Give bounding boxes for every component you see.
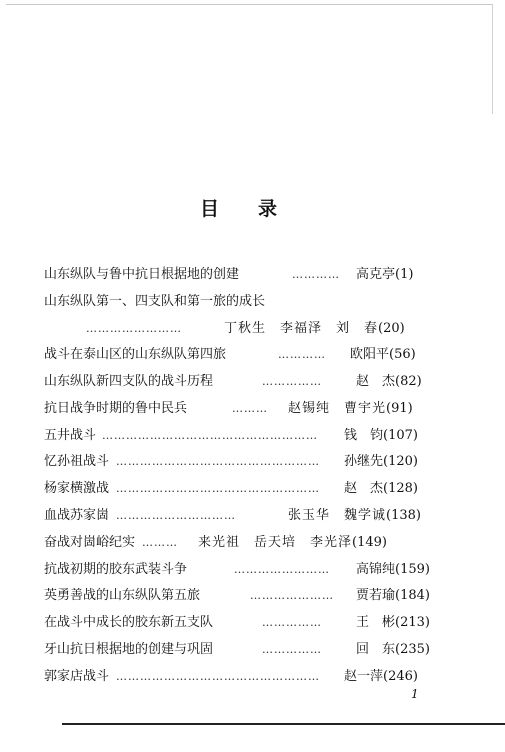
entry-author: 赵一萍(246) <box>344 669 418 684</box>
toc-entry[interactable] <box>44 264 452 286</box>
entry-title: 在战斗中成长的胶东新五支队 <box>44 615 214 630</box>
entry-author: 高锦纯(159) <box>356 562 430 577</box>
leader-dots: …………… <box>262 616 322 629</box>
entry-page: (128) <box>383 481 418 496</box>
leader-dots: ……… <box>142 536 178 549</box>
toc-entry[interactable] <box>44 425 452 447</box>
entry-author: 高克亭(1) <box>356 267 414 282</box>
entry-page: (91) <box>386 401 413 416</box>
entry-author: 孙继先(120) <box>344 454 418 469</box>
entry-page: (213) <box>395 615 430 630</box>
entry-title: 忆孙祖战斗 <box>44 454 110 469</box>
leader-dots: …………………… <box>234 563 330 576</box>
bottom-rule <box>62 723 505 725</box>
toc-entry[interactable] <box>44 291 452 313</box>
toc-entry-continuation[interactable] <box>44 318 452 340</box>
toc-entry[interactable] <box>44 505 452 527</box>
entry-page: (149) <box>352 535 387 550</box>
entry-title: 抗战初期的胶东武装斗争 <box>44 562 188 577</box>
toc-entry[interactable] <box>44 532 452 554</box>
entry-title: 血战苏家崮 <box>44 508 110 523</box>
toc-entry[interactable] <box>44 478 452 500</box>
entry-author: 赵 杰(128) <box>344 481 418 496</box>
entry-title: 山东纵队新四支队的战斗历程 <box>44 374 214 389</box>
entry-author: 赵 杰(82) <box>356 374 422 389</box>
entry-title: 山东纵队与鲁中抗日根据地的创建 <box>44 267 240 282</box>
toc-entry[interactable] <box>44 344 452 366</box>
toc-entry[interactable] <box>44 639 452 661</box>
entry-title: 牙山抗日根据地的创建与巩固 <box>44 642 214 657</box>
leader-dots: …………………………………………… <box>116 482 320 495</box>
toc-entry[interactable] <box>44 371 452 393</box>
entry-author: 贾若瑜(184) <box>356 588 430 603</box>
entry-title: 英勇善战的山东纵队第五旅 <box>44 588 201 603</box>
leader-dots: ……… <box>232 402 268 415</box>
entry-page: (20) <box>378 321 405 336</box>
leader-dots: ……………………………………………… <box>102 429 318 442</box>
entry-page: (120) <box>383 454 418 469</box>
toc-entry[interactable] <box>44 585 452 607</box>
entry-author: 来光祖 岳天培 李光泽(149) <box>198 535 387 550</box>
entry-title: 郭家店战斗 <box>44 669 110 684</box>
leader-dots: …………… <box>262 643 322 656</box>
leader-dots: ………………… <box>250 589 334 602</box>
leader-dots: …………………………………………… <box>116 455 320 468</box>
entry-author: 钱 钧(107) <box>344 428 418 443</box>
entry-page: (159) <box>395 562 430 577</box>
entry-title: 五井战斗 <box>44 428 97 443</box>
toc-entry[interactable] <box>44 398 452 420</box>
page-number: 1 <box>411 687 419 701</box>
entry-title: 战斗在泰山区的山东纵队第四旅 <box>44 347 227 362</box>
toc-heading-char-1: 目 <box>200 198 220 220</box>
leader-dots: ………… <box>278 348 326 361</box>
toc-heading-char-2: 录 <box>258 198 278 220</box>
toc-entry[interactable] <box>44 612 452 634</box>
entry-title: 奋战对崮峪纪实 <box>44 535 136 550</box>
entry-author: 欧阳平(56) <box>350 347 416 362</box>
entry-author: 赵锡纯 曹宇光(91) <box>288 401 413 416</box>
entry-page: (184) <box>395 588 430 603</box>
entry-author: 丁秋生 李福泽 刘 春(20) <box>224 321 405 336</box>
entry-page: (56) <box>389 347 416 362</box>
toc-entry[interactable] <box>44 559 452 581</box>
entry-page: (107) <box>383 428 418 443</box>
entry-page: (82) <box>395 374 422 389</box>
leader-dots: …………………… <box>86 322 182 335</box>
entry-title: 山东纵队第一、四支队和第一旅的成长 <box>44 294 266 309</box>
entry-author: 回 东(235) <box>356 642 430 657</box>
entry-author: 王 彬(213) <box>356 615 430 630</box>
entry-page: (138) <box>386 508 421 523</box>
leader-dots: ………………………… <box>116 509 236 522</box>
toc-entry[interactable] <box>44 451 452 473</box>
entry-title: 杨家横激战 <box>44 481 110 496</box>
entry-page: (235) <box>395 642 430 657</box>
leader-dots: …………… <box>262 375 322 388</box>
leader-dots: ………… <box>292 268 340 281</box>
entry-page: (1) <box>395 267 414 282</box>
leader-dots: …………………………………………… <box>116 670 320 683</box>
entry-page: (246) <box>383 669 418 684</box>
entry-title: 抗日战争时期的鲁中民兵 <box>44 401 188 416</box>
entry-author: 张玉华 魏学诚(138) <box>288 508 421 523</box>
toc-entry[interactable] <box>44 666 452 688</box>
